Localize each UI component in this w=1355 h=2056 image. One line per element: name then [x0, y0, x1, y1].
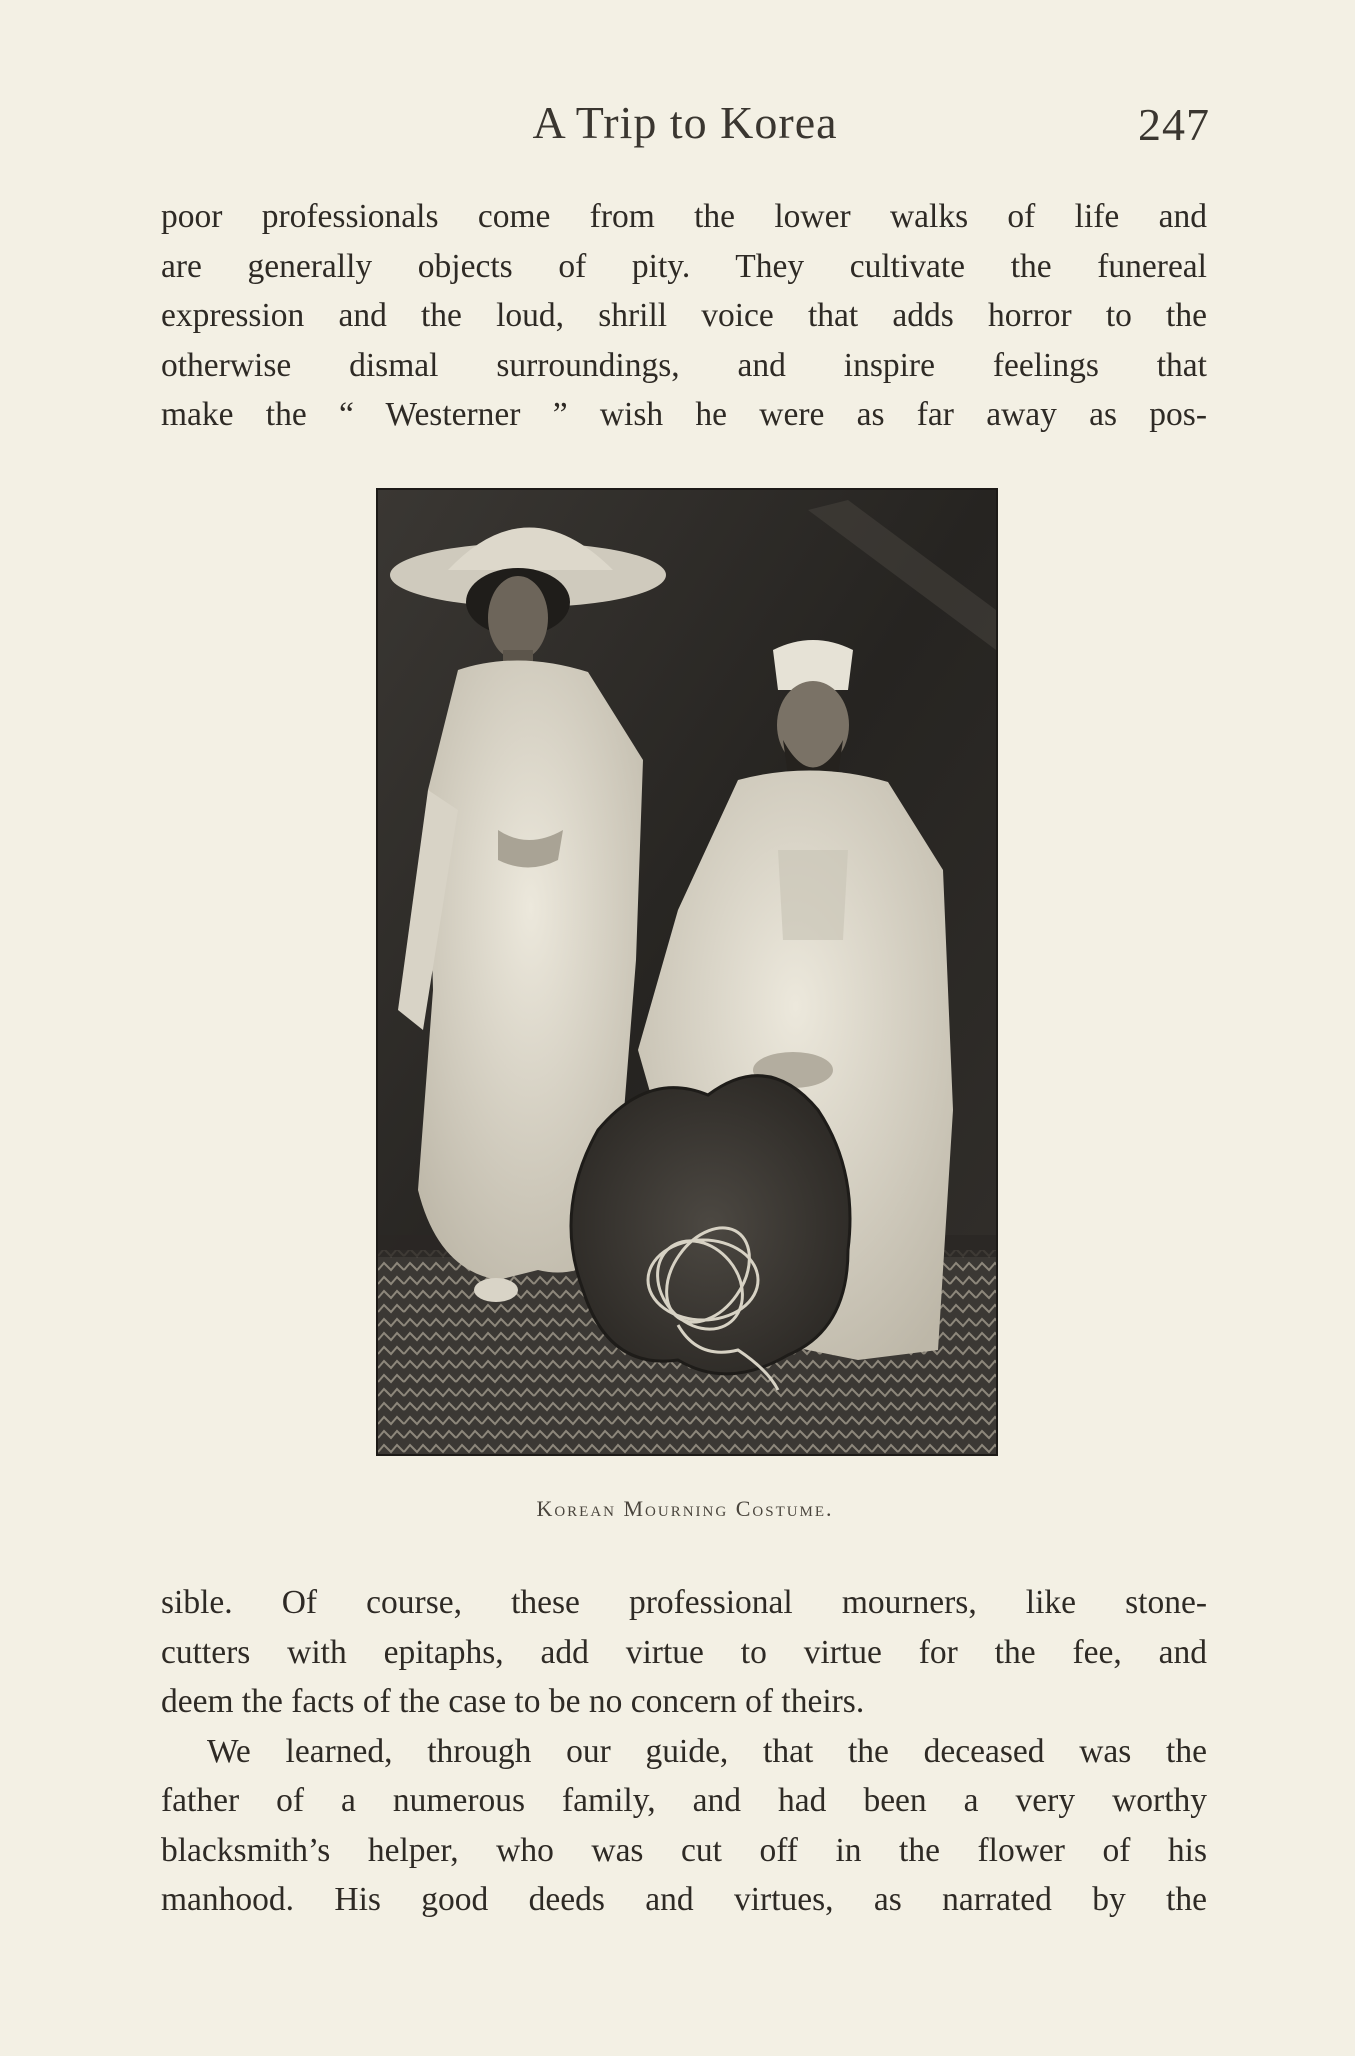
running-title: A Trip to Korea — [532, 97, 838, 148]
text-line: otherwise dismal surroundings, and inspire feelings that — [161, 346, 1207, 384]
caption-text: Korean Mourning Costume. — [536, 1496, 834, 1521]
text-line: We learned, through our guide, that the deceased was the — [207, 1732, 1207, 1770]
page-number: 247 — [1138, 99, 1210, 150]
body-text-top — [161, 192, 1207, 440]
text-line: blacksmith’s helper, who was cut off in the flower of his — [161, 1831, 1207, 1869]
text-line: are generally objects of pity. They cultivate the funereal — [161, 247, 1207, 285]
mourning-costume-photo — [378, 490, 996, 1454]
text-line: deem the facts of the case to be no concern of theirs. — [161, 1683, 865, 1720]
photo-caption — [160, 1496, 1210, 1522]
photo-plate — [376, 488, 998, 1456]
running-head — [160, 96, 1210, 156]
text-line: make the “ Westerner ” wish he were as far away as pos- — [161, 396, 1207, 433]
text-line: father of a numerous family, and had been a very worthy — [161, 1782, 1207, 1819]
body-text-bottom — [161, 1578, 1207, 1925]
text-line: sible. Of course, these professional mourners, like stone- — [161, 1584, 1207, 1621]
text-line: manhood. His good deeds and virtues, as narrated by the — [161, 1881, 1207, 1918]
text-line: poor professionals come from the lower walks of life and — [161, 198, 1207, 235]
text-line: expression and the loud, shrill voice that adds horror to the — [161, 297, 1207, 334]
text-line: cutters with epitaphs, add virtue to virtue for the fee, and — [161, 1633, 1207, 1671]
